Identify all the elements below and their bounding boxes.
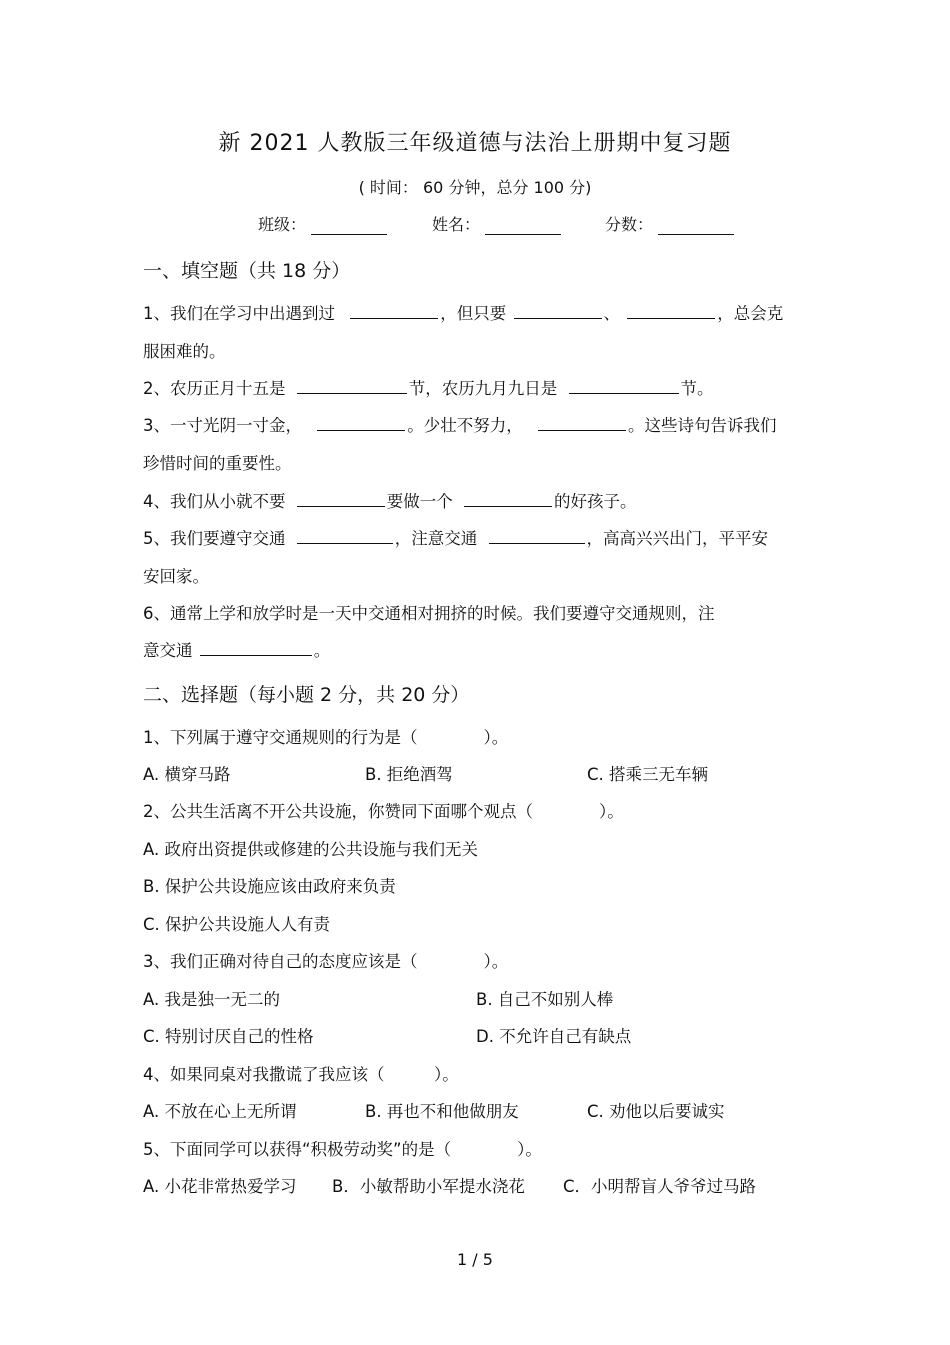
s1-q1-text-a: 1、我们在学习中出遇到过 (143, 304, 335, 323)
section2-heading: 二、选择题（每小题 2 分，共 20 分） (143, 684, 470, 706)
s2-q2-option-a: A. 政府出资提供或修建的公共设施与我们无关 (143, 840, 478, 859)
blank (489, 527, 585, 544)
blank (297, 527, 393, 544)
s2-q5-option-c: C．小明帮盲人爷爷过马路 (563, 1177, 757, 1196)
section1-heading: 一、填空题（共 18 分） (143, 260, 351, 282)
s1-q1-line1 (143, 300, 783, 324)
blank (297, 490, 385, 507)
s2-q5-option-a: A. 小花非常热爱学习 (143, 1177, 297, 1196)
blank (538, 414, 626, 431)
blank (200, 639, 312, 656)
s1-q1-text-c: 、 (603, 304, 620, 323)
s1-q4-text-b: 要做一个 (386, 492, 453, 511)
s1-q1-text-d: ，总会克 (717, 304, 784, 323)
exam-subtitle: ( 时间： 60 分钟，总分 100 分) (358, 178, 592, 197)
s2-q3-option-c: C. 特别讨厌自己的性格 (143, 1027, 314, 1046)
s2-q2-option-b: B. 保护公共设施应该由政府来负责 (143, 877, 396, 896)
s2-q5-option-b: B．小敏帮助小军提水浇花 (332, 1177, 525, 1196)
s2-q1-option-a: A. 横穿马路 (143, 765, 231, 784)
s1-q5-text-a: 5、我们要遵守交通 (143, 529, 286, 548)
blank (350, 302, 438, 319)
s1-q6-line2 (143, 637, 330, 661)
score-blank (658, 216, 734, 235)
page-number: 1 / 5 (457, 1250, 493, 1269)
s2-q4-option-a: A. 不放在心上无所谓 (143, 1102, 297, 1121)
exam-title: 新 2021 人教版三年级道德与法治上册期中复习题 (218, 131, 732, 156)
name-field (432, 212, 561, 235)
s2-q1-option-b: B. 拒绝酒驾 (365, 765, 453, 784)
class-blank (311, 216, 387, 235)
s1-q6-line1: 6、通常上学和放学时是一天中交通相对拥挤的时候。我们要遵守交通规则，注 (143, 604, 715, 623)
s2-q3-stem: 3、我们正确对待自己的态度应该是（ ）。 (143, 952, 509, 971)
blank (569, 377, 679, 394)
s1-q6-text-c: 。 (313, 641, 331, 660)
s1-q5-line1 (143, 525, 768, 549)
s1-q3-text-a: 3、一寸光阴一寸金， (143, 416, 302, 435)
s1-q3-line1 (143, 412, 777, 436)
blank (627, 302, 715, 319)
score-field (605, 212, 734, 235)
name-blank (485, 216, 561, 235)
s1-q4-text-c: 的好孩子。 (554, 492, 637, 511)
s1-q2-text-a: 2、农历正月十五是 (143, 379, 286, 398)
s1-q6-text-b: 意交通 (143, 641, 193, 660)
s2-q2-stem: 2、公共生活离不开公共设施，你赞同下面哪个观点（ ）。 (143, 802, 624, 821)
s2-q1-option-c: C. 搭乘三无车辆 (587, 765, 709, 784)
blank (297, 377, 407, 394)
s1-q5-text-c: ，高高兴兴出门，平平安 (586, 529, 768, 548)
s2-q3-option-d: D. 不允许自己有缺点 (476, 1027, 632, 1046)
class-label: 班级： (258, 215, 307, 234)
s2-q4-option-c: C. 劝他以后要诚实 (587, 1102, 725, 1121)
s2-q4-stem: 4、如果同桌对我撒谎了我应该（ ）。 (143, 1065, 459, 1084)
s1-q3-text-c: 。这些诗句告诉我们 (628, 416, 777, 435)
s1-q5-text-b: ，注意交通 (394, 529, 478, 548)
name-label: 姓名： (432, 215, 481, 234)
s1-q3-line2: 珍惜时间的重要性。 (143, 454, 292, 473)
score-label: 分数： (605, 215, 654, 234)
s1-q2-text-c: 节。 (680, 379, 714, 398)
s1-q1-text-b: ，但只要 (440, 304, 507, 323)
s2-q3-option-b: B. 自己不如别人棒 (476, 990, 614, 1009)
blank (317, 414, 405, 431)
class-field (258, 212, 387, 235)
blank (514, 302, 602, 319)
s2-q1-stem: 1、下列属于遵守交通规则的行为是（ ）。 (143, 728, 509, 747)
s1-q2-line (143, 375, 714, 399)
s1-q1-line2: 服困难的。 (143, 342, 226, 361)
s1-q3-text-b: 。少壮不努力， (407, 416, 523, 435)
blank (464, 490, 552, 507)
s2-q4-option-b: B. 再也不和他做朋友 (365, 1102, 519, 1121)
s2-q3-option-a: A. 我是独一无二的 (143, 990, 280, 1009)
s1-q2-text-b: 节，农历九月九日是 (408, 379, 558, 398)
s1-q5-line2: 安回家。 (143, 567, 209, 586)
s1-q4-line (143, 488, 637, 512)
s1-q4-text-a: 4、我们从小就不要 (143, 492, 286, 511)
s2-q5-stem: 5、下面同学可以获得“积极劳动奖”的是（ ）。 (143, 1140, 542, 1159)
s2-q2-option-c: C. 保护公共设施人人有责 (143, 915, 331, 934)
